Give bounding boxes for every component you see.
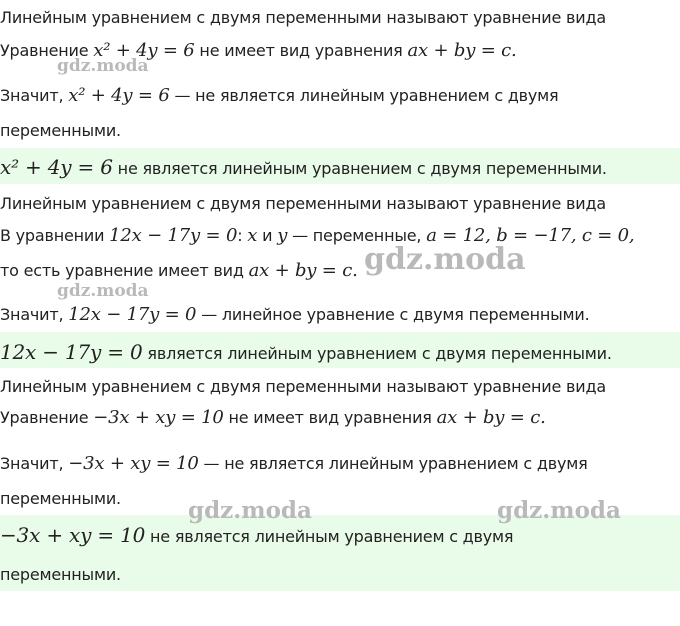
s2-variables-line — [0, 225, 634, 246]
s3-answer-text: не является линейным уравнением с двумя — [145, 527, 514, 546]
s1-math: ax + by = c. — [407, 40, 517, 61]
s2-text: Значит, — [0, 305, 69, 324]
s1-text: Значит, — [0, 86, 69, 105]
s1-conclusion-line — [0, 85, 558, 106]
watermark: gdz.moda — [497, 497, 621, 524]
s2-math: a = 12, b = −17, c = 0, — [426, 225, 635, 246]
s3-text: — не является линейным уравнением с двумя — [198, 454, 588, 473]
s2-answer-math: 12x − 17y = 0 — [0, 340, 143, 364]
s2-answer — [0, 340, 612, 364]
s3-text: не имеет вид уравнения — [223, 408, 437, 427]
s2-math: 12x − 17y = 0 — [68, 304, 197, 325]
s1-answer-math: x² + 4y = 6 — [0, 155, 113, 179]
watermark: gdz.moda — [57, 281, 149, 301]
s3-math: ax + by = c. — [436, 407, 546, 428]
s1-text: Уравнение — [0, 41, 94, 60]
s2-text: — переменные, — [287, 226, 427, 245]
s3-answer-math: −3x + xy = 10 — [0, 523, 146, 547]
s1-answer-text: не является линейным уравнением с двумя переменными. — [112, 159, 607, 178]
s2-text: : — [237, 226, 248, 245]
s2-definition: Линейным уравнением с двумя переменными называют уравнение вида — [0, 194, 606, 213]
s3-text: Значит, — [0, 454, 69, 473]
s2-math: y — [277, 225, 288, 246]
s3-conclusion-line — [0, 453, 588, 474]
s2-text: то есть уравнение имеет вид — [0, 261, 249, 280]
s1-math: x² + 4y = 6 — [93, 40, 195, 61]
s2-text: и — [257, 226, 278, 245]
s3-text: Уравнение — [0, 408, 94, 427]
s1-text: не имеет вид уравнения — [194, 41, 408, 60]
s1-definition: Линейным уравнением с двумя переменными называют уравнение вида — [0, 8, 606, 27]
watermark: gdz.moda — [364, 242, 526, 277]
s3-answer — [0, 523, 513, 547]
s2-conclusion-line — [0, 304, 590, 325]
s1-math: x² + 4y = 6 — [68, 85, 170, 106]
s3-answer-cont: переменными. — [0, 565, 121, 584]
s1-answer — [0, 155, 607, 179]
s3-definition: Линейным уравнением с двумя переменными называют уравнение вида — [0, 377, 606, 396]
s2-math: x — [247, 225, 258, 246]
watermark: gdz.moda — [57, 56, 149, 76]
s1-text: — не является линейным уравнением с двумя — [169, 86, 559, 105]
s3-conclusion-cont: переменными. — [0, 489, 121, 508]
s2-answer-text: является линейным уравнением с двумя переменными. — [142, 344, 612, 363]
watermark: gdz.moda — [188, 497, 312, 524]
s2-text: — линейное уравнение с двумя переменными. — [196, 305, 590, 324]
s3-math: −3x + xy = 10 — [68, 453, 199, 474]
s2-text: В уравнении — [0, 226, 110, 245]
s3-math: −3x + xy = 10 — [93, 407, 224, 428]
s1-conclusion-cont: переменными. — [0, 121, 121, 140]
s2-form-line — [0, 260, 358, 281]
s2-math: 12x − 17y = 0 — [109, 225, 238, 246]
s3-equation-line — [0, 407, 546, 428]
s2-math: ax + by = c. — [248, 260, 358, 281]
